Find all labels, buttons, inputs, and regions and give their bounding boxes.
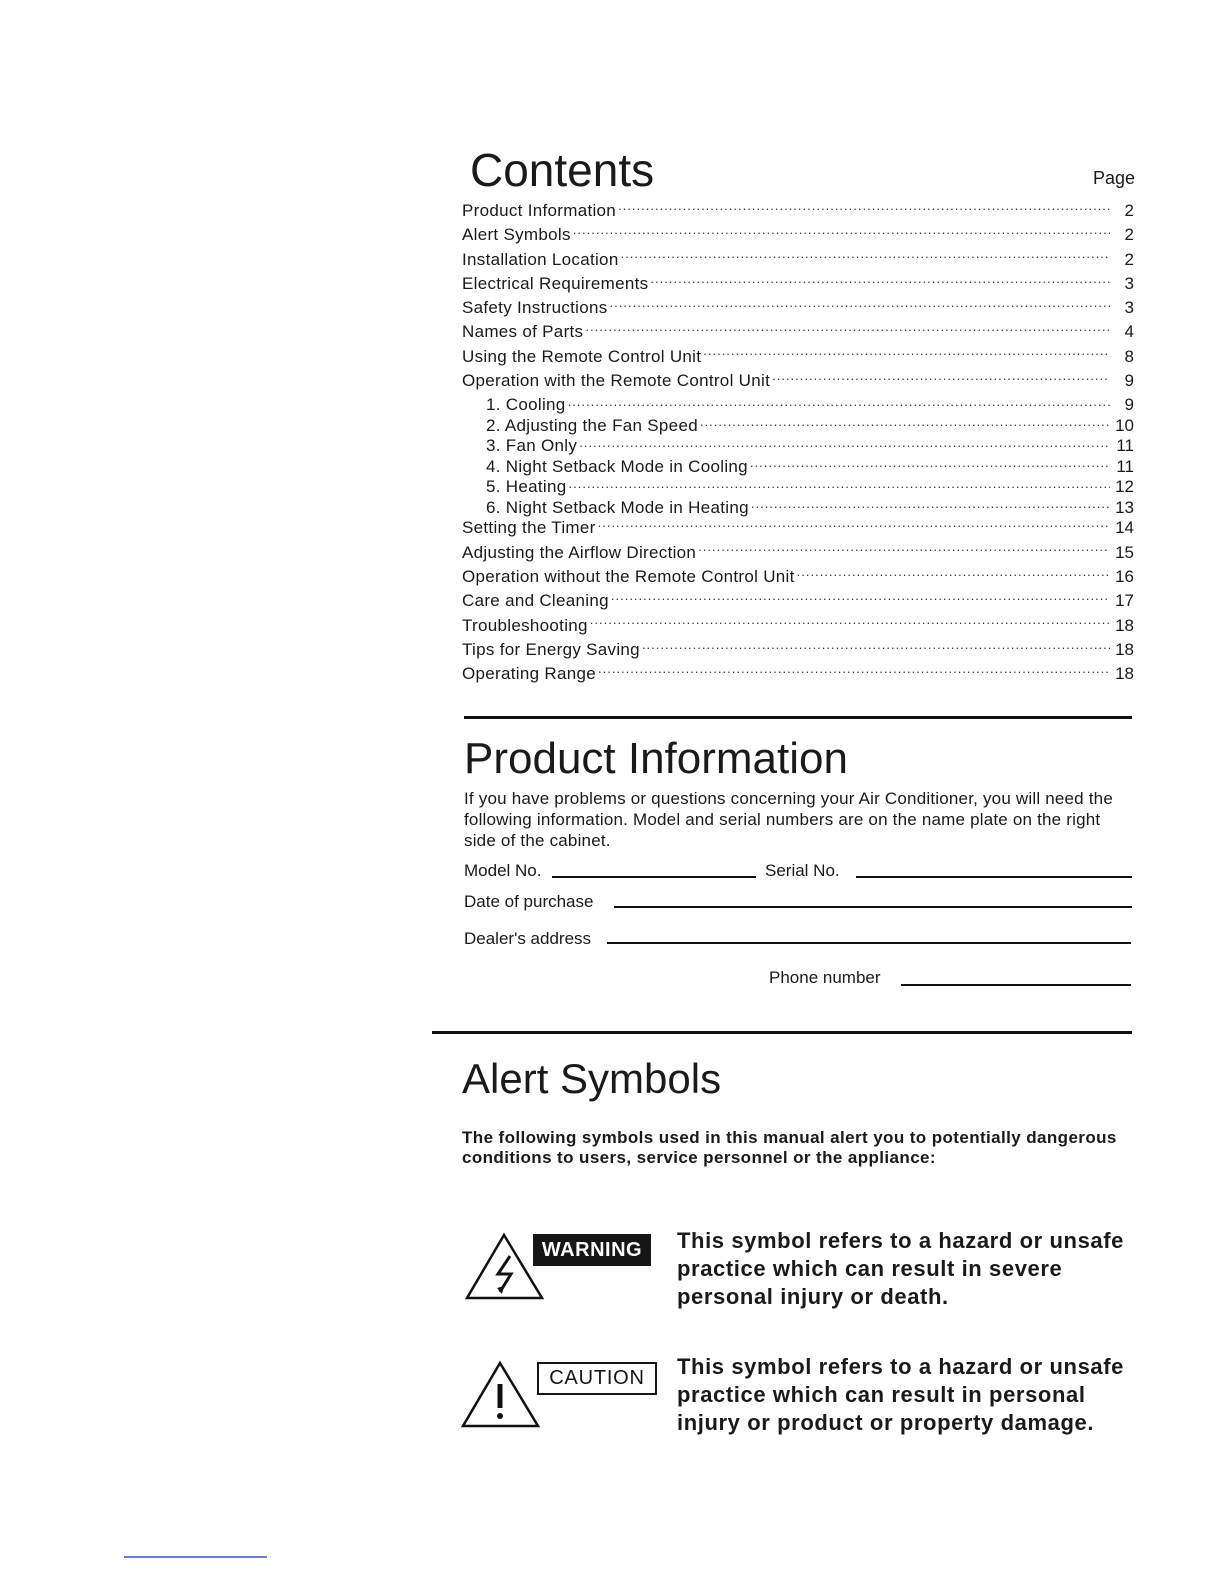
toc-entry[interactable]: [462, 455, 1134, 476]
caution-description: This symbol refers to a hazard or unsafe practice which can result in personal injury or product or property damage.: [677, 1354, 1125, 1435]
date-of-purchase-field[interactable]: [614, 906, 1132, 908]
contents-header: [470, 142, 1135, 202]
toc-entry[interactable]: [462, 614, 1134, 638]
toc-dot-leader: [797, 565, 1110, 582]
toc-entry-page: 2: [1124, 249, 1134, 269]
toc-entry[interactable]: [462, 662, 1134, 686]
toc-entry-page: 8: [1124, 346, 1134, 366]
toc-dot-leader: [611, 589, 1110, 606]
toc-entry[interactable]: [462, 345, 1134, 369]
dealer-address-label: Dealer's address: [464, 929, 592, 948]
toc-dot-leader: [573, 223, 1110, 240]
toc-entry-page: 2: [1124, 201, 1134, 220]
toc-dot-leader: [700, 414, 1110, 431]
toc-entry-label: Setting the Timer: [462, 518, 596, 538]
toc-entry-label: Names of Parts: [462, 322, 584, 342]
toc-entry[interactable]: [462, 516, 1134, 540]
toc-dot-leader: [642, 638, 1110, 655]
model-number-label: Model No.: [464, 861, 542, 880]
toc-dot-leader: [703, 345, 1110, 362]
toc-entry-label: Care and Cleaning: [462, 591, 609, 611]
table-of-contents: [462, 199, 1134, 686]
contents-title: Contents: [470, 144, 655, 196]
toc-dot-leader: [610, 296, 1110, 313]
caution-badge: CAUTION: [537, 1362, 657, 1395]
toc-entry-label: 3. Fan Only: [486, 436, 578, 456]
toc-entry[interactable]: [462, 434, 1134, 455]
serial-number-label: Serial No.: [765, 861, 840, 880]
toc-entry-label: Electrical Requirements: [462, 273, 649, 293]
model-number-field[interactable]: [552, 876, 756, 878]
toc-entry[interactable]: [462, 565, 1134, 589]
section-divider: [464, 716, 1132, 719]
toc-entry-page: 4: [1124, 322, 1134, 342]
page-column-label: Page: [1092, 168, 1135, 188]
toc-entry[interactable]: [462, 638, 1134, 662]
dealer-address-field[interactable]: [607, 942, 1131, 944]
alert-symbols-title: Alert Symbols: [462, 1055, 722, 1102]
toc-dot-leader: [598, 662, 1110, 679]
toc-dot-leader: [585, 320, 1110, 337]
toc-entry[interactable]: [462, 320, 1134, 344]
product-information-body: If you have problems or questions concerning your Air Conditioner, you will need the following information. Model and serial numbers are on the name plate on the right side of the cabinet.: [464, 789, 1113, 850]
toc-entry[interactable]: [462, 541, 1134, 565]
toc-dot-leader: [750, 455, 1110, 472]
phone-number-label: Phone number: [769, 968, 881, 987]
toc-entry-page: 11: [1116, 456, 1134, 476]
toc-entry-page: 17: [1115, 591, 1134, 611]
toc-dot-leader: [751, 496, 1110, 513]
toc-entry-page: 9: [1124, 371, 1134, 391]
toc-entry-label: Installation Location: [462, 249, 619, 269]
toc-entry-page: 14: [1115, 518, 1134, 538]
toc-entry[interactable]: [462, 589, 1134, 613]
toc-dot-leader: [598, 516, 1110, 533]
toc-entry-page: 13: [1115, 497, 1134, 517]
serial-number-field[interactable]: [856, 876, 1132, 878]
toc-entry-label: 5. Heating: [486, 477, 567, 497]
toc-entry[interactable]: [462, 496, 1134, 517]
toc-entry-label: 4. Night Setback Mode in Cooling: [486, 456, 748, 476]
toc-entry-page: 10: [1115, 415, 1134, 435]
toc-entry-label: Safety Instructions: [462, 298, 608, 318]
toc-entry-label: Product Information: [462, 201, 617, 220]
toc-dot-leader: [698, 541, 1110, 558]
toc-entry-page: 12: [1115, 477, 1134, 497]
toc-entry[interactable]: [462, 199, 1134, 223]
toc-entry[interactable]: [462, 223, 1134, 247]
toc-dot-leader: [590, 614, 1110, 631]
toc-entry[interactable]: [462, 393, 1134, 414]
alert-symbols-intro: The following symbols used in this manual alert you to potentially dangerous conditions to users, service personnel or the appliance:: [462, 1128, 1117, 1167]
toc-entry-page: 16: [1115, 566, 1134, 586]
toc-entry-label: Adjusting the Airflow Direction: [462, 542, 697, 562]
toc-entry-label: 1. Cooling: [486, 395, 566, 415]
caution-exclamation-icon: [460, 1360, 542, 1430]
toc-dot-leader: [568, 393, 1110, 410]
toc-entry-page: 18: [1115, 664, 1134, 684]
footer-rule: [124, 1556, 267, 1558]
toc-entry[interactable]: [462, 414, 1134, 435]
product-information-title: Product Information: [464, 734, 848, 783]
toc-entry-label: 6. Night Setback Mode in Heating: [486, 497, 749, 517]
toc-dot-leader: [618, 199, 1110, 216]
warning-description: This symbol refers to a hazard or unsafe practice which can result in severe personal injury or death.: [677, 1228, 1125, 1309]
date-of-purchase-label: Date of purchase: [464, 892, 594, 911]
toc-dot-leader: [579, 434, 1110, 451]
section-divider: [432, 1031, 1132, 1034]
toc-entry[interactable]: [462, 272, 1134, 296]
toc-entry-page: 3: [1124, 273, 1134, 293]
phone-number-field[interactable]: [901, 984, 1131, 986]
toc-entry-page: 11: [1116, 436, 1134, 456]
warning-badge: WARNING: [533, 1234, 651, 1266]
toc-entry[interactable]: [462, 296, 1134, 320]
toc-entry[interactable]: [462, 369, 1134, 393]
toc-dot-leader: [569, 475, 1111, 492]
toc-entry-label: Operation without the Remote Control Unit: [462, 566, 795, 586]
toc-entry-label: 2. Adjusting the Fan Speed: [486, 415, 698, 435]
toc-entry-label: Operation with the Remote Control Unit: [462, 371, 771, 391]
toc-dot-leader: [772, 369, 1110, 386]
toc-dot-leader: [621, 248, 1110, 265]
toc-entry[interactable]: [462, 248, 1134, 272]
toc-entry-label: Alert Symbols: [462, 225, 571, 245]
toc-entry-label: Using the Remote Control Unit: [462, 346, 702, 366]
toc-entry-page: 18: [1115, 639, 1134, 659]
toc-entry-label: Tips for Energy Saving: [462, 639, 640, 659]
toc-entry-page: 15: [1115, 542, 1134, 562]
toc-dot-leader: [650, 272, 1110, 289]
toc-entry-page: 2: [1124, 225, 1134, 245]
toc-entry-page: 3: [1124, 298, 1134, 318]
toc-entry-page: 18: [1115, 615, 1134, 635]
toc-entry-page: 9: [1124, 395, 1134, 415]
toc-entry-label: Troubleshooting: [462, 615, 588, 635]
toc-entry-label: Operating Range: [462, 664, 596, 684]
toc-entry[interactable]: [462, 475, 1134, 496]
